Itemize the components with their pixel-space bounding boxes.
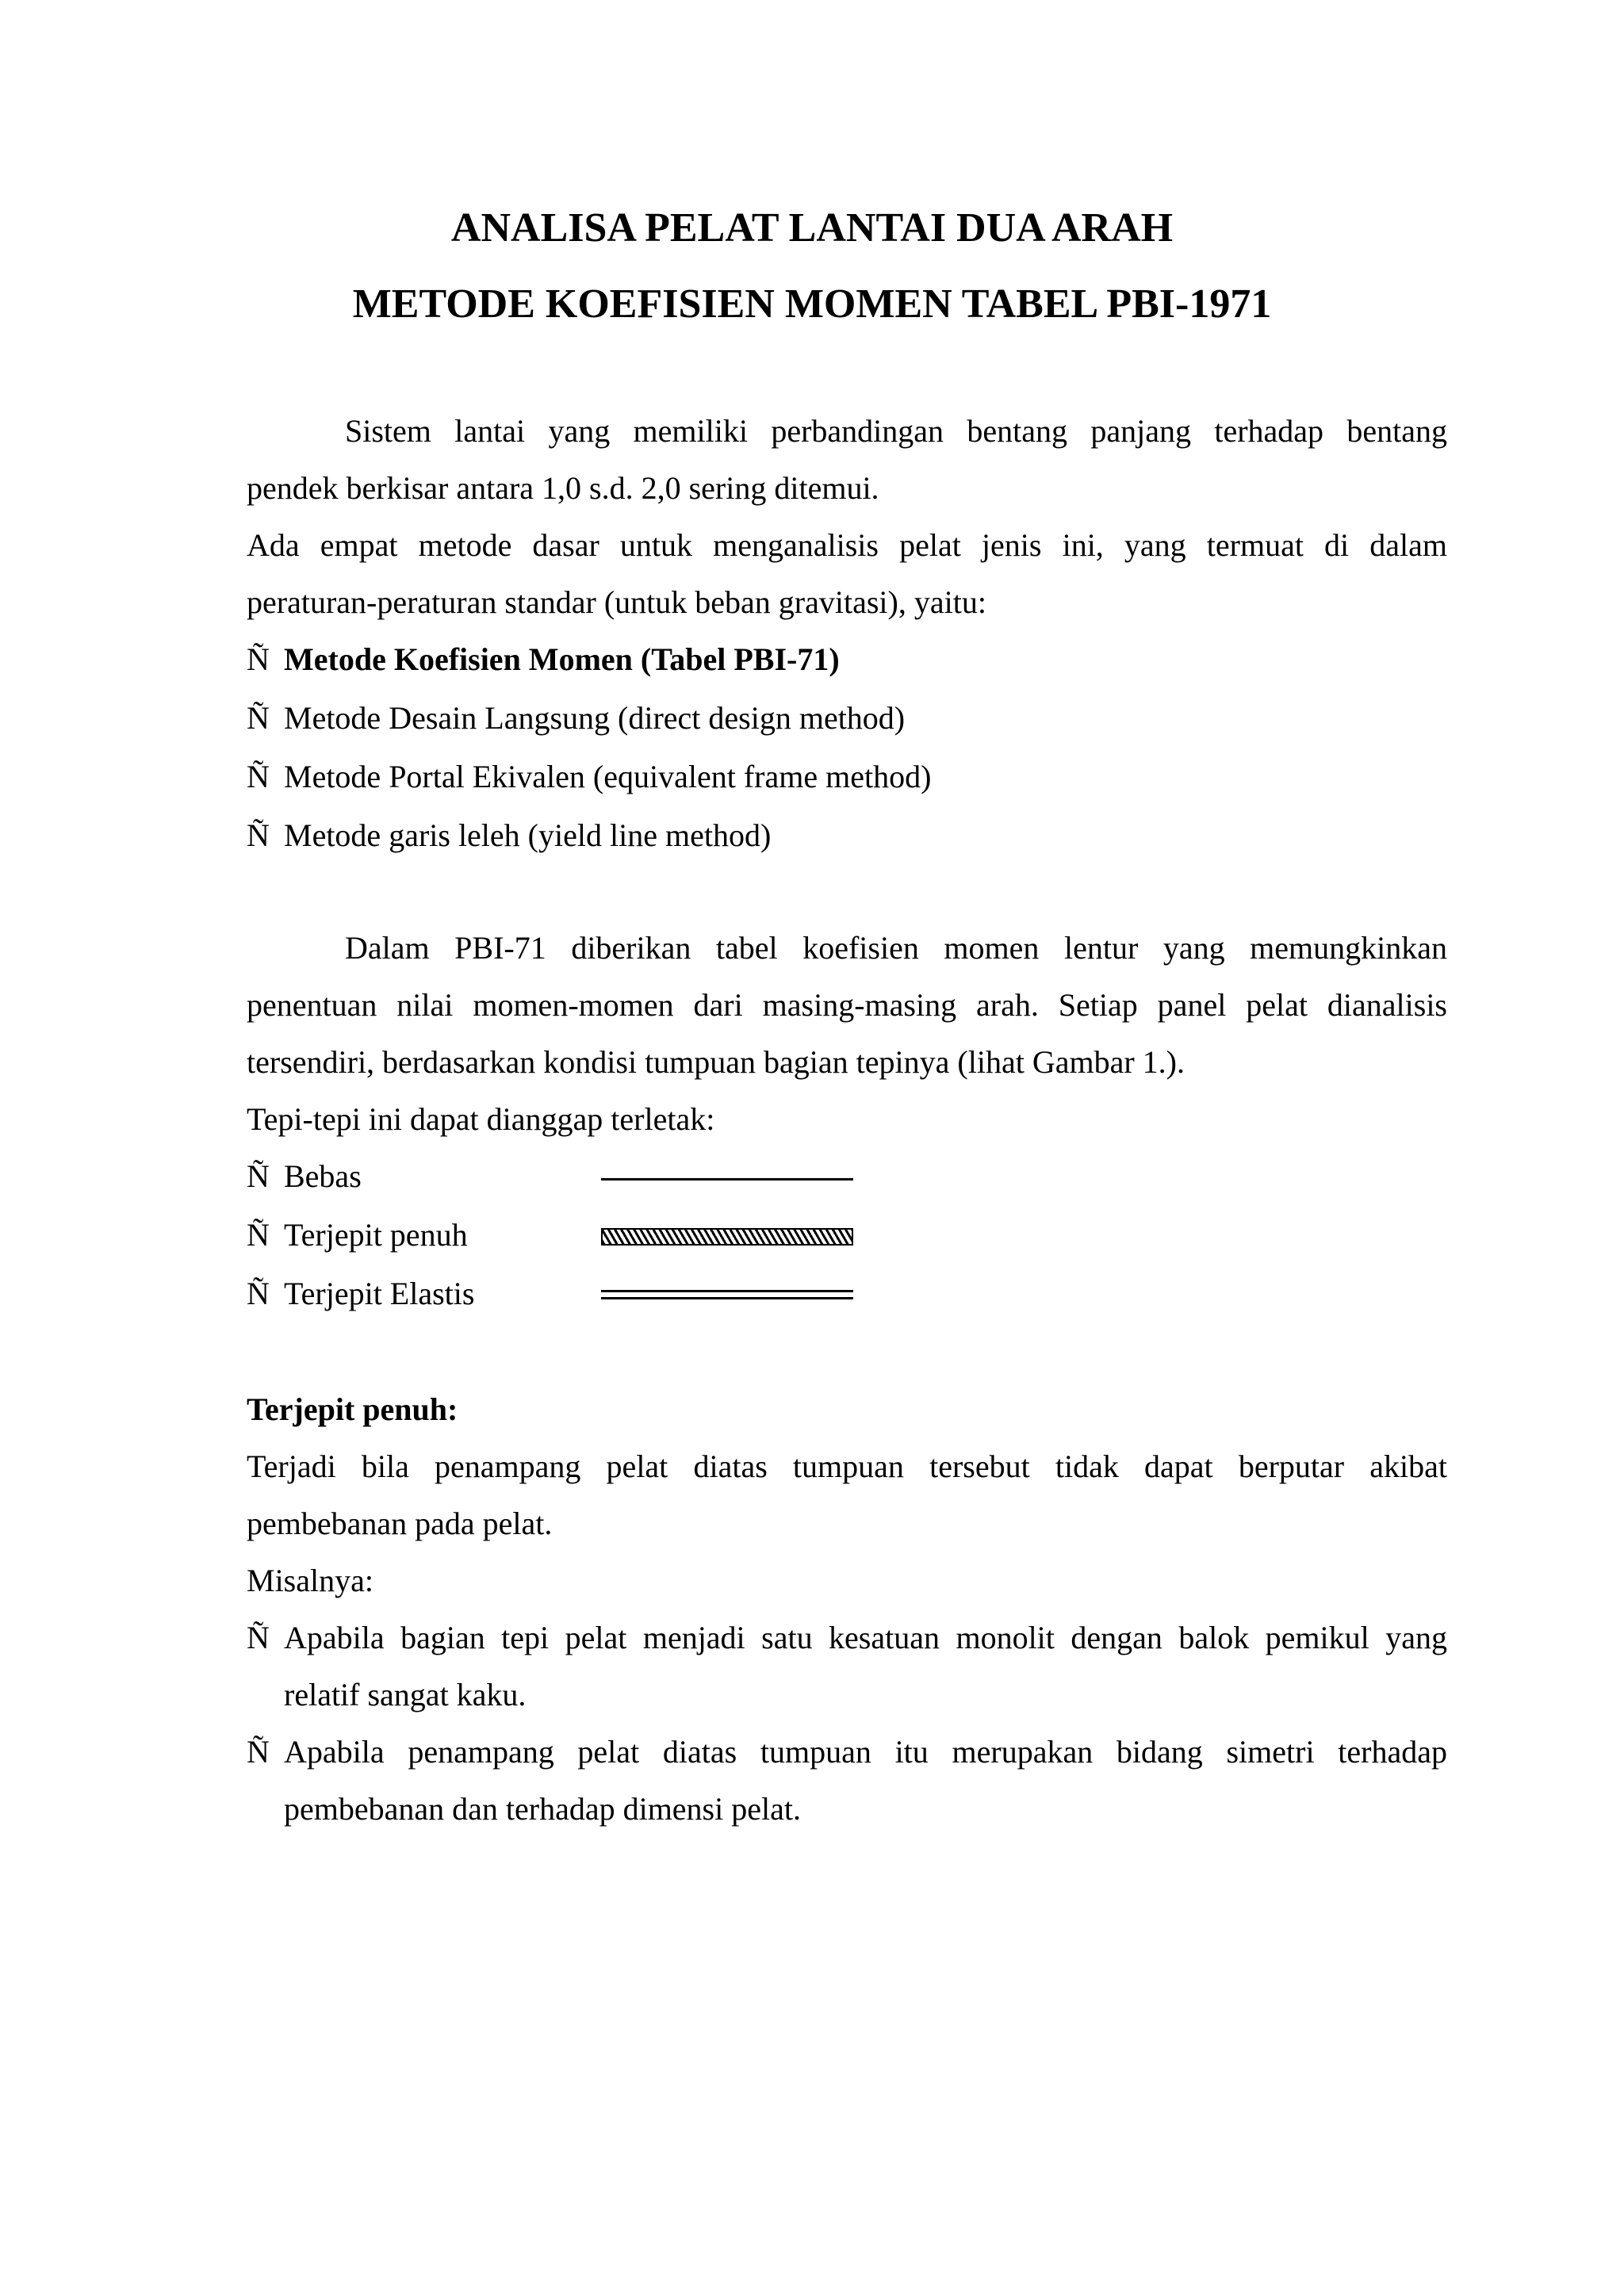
example-item-2-line-2: pembebanan dan terhadap dimensi pelat. [284,1791,801,1827]
pbi-paragraph-line-3: tersendiri, berdasarkan kondisi tumpuan bagian tepinya (lihat Gambar 1.). [247,1044,1185,1080]
example-item-1-line-1: Apabila bagian tepi pelat menjadi satu kesatuan monolit dengan balok pemikul yang [284,1620,1447,1655]
intro-paragraph-line-2: pendek berkisar antara 1,0 s.d. 2,0 sering ditemui. [247,470,879,506]
edge-label-fully-fixed: Terjepit penuh [284,1217,468,1253]
bullet-marker: Ñ [247,1217,270,1253]
method-item-coefficient: Metode Koefisien Momen (Tabel PBI-71) [284,641,840,677]
method-item-direct-design: Metode Desain Langsung (direct design method) [284,700,906,736]
edge-label-elastic: Terjepit Elastis [284,1276,475,1311]
bullet-marker: Ñ [247,641,270,677]
fixed-paragraph-line-2: pembebanan pada pelat. [247,1506,553,1541]
bullet-marker: Ñ [247,700,270,736]
example-item-1-line-2: relatif sangat kaku. [284,1677,527,1712]
fixed-paragraph-line-3: Misalnya: [247,1563,373,1598]
elastic-edge-double-line-symbol [601,1290,853,1299]
pbi-paragraph-line-2: penentuan nilai momen-momen dari masing-masing arah. Setiap panel pelat dianalisis [247,987,1447,1023]
free-edge-symbol [601,1178,853,1181]
pbi-paragraph-line-4: Tepi-tepi ini dapat dianggap terletak: [247,1101,715,1137]
method-item-yield-line: Metode garis leleh (yield line method) [284,817,772,853]
bullet-marker: Ñ [247,1734,270,1770]
bullet-marker: Ñ [247,759,270,794]
intro-paragraph-line-3: Ada empat metode dasar untuk menganalisis pelat jenis ini, yang termuat di dalam [247,527,1447,563]
pbi-paragraph-line-1: Dalam PBI-71 diberikan tabel koefisien momen lentur yang memungkinkan [345,930,1447,966]
edge-label-free: Bebas [284,1158,362,1194]
page-title-line-1: ANALISA PELAT LANTAI DUA ARAH [450,205,1174,251]
intro-paragraph-line-4: peraturan-peraturan standar (untuk beban gravitasi), yaitu: [247,584,986,620]
method-item-equivalent-frame: Metode Portal Ekivalen (equivalent frame method) [284,759,932,794]
intro-paragraph-line-1: Sistem lantai yang memiliki perbandingan bentang panjang terhadap bentang [345,413,1447,449]
bullet-marker: Ñ [247,1158,270,1194]
page-title-line-2: METODE KOEFISIEN MOMEN TABEL PBI-1971 [352,281,1272,327]
bullet-marker: Ñ [247,1276,270,1311]
section-heading-fully-fixed: Terjepit penuh: [247,1391,458,1427]
fixed-paragraph-line-1: Terjadi bila penampang pelat diatas tumpuan tersebut tidak dapat berputar akibat [247,1448,1447,1484]
example-item-2-line-1: Apabila penampang pelat diatas tumpuan itu merupakan bidang simetri terhadap [284,1734,1447,1770]
bullet-marker: Ñ [247,817,270,853]
fixed-edge-hatched-symbol [601,1228,853,1246]
bullet-marker: Ñ [247,1620,270,1655]
